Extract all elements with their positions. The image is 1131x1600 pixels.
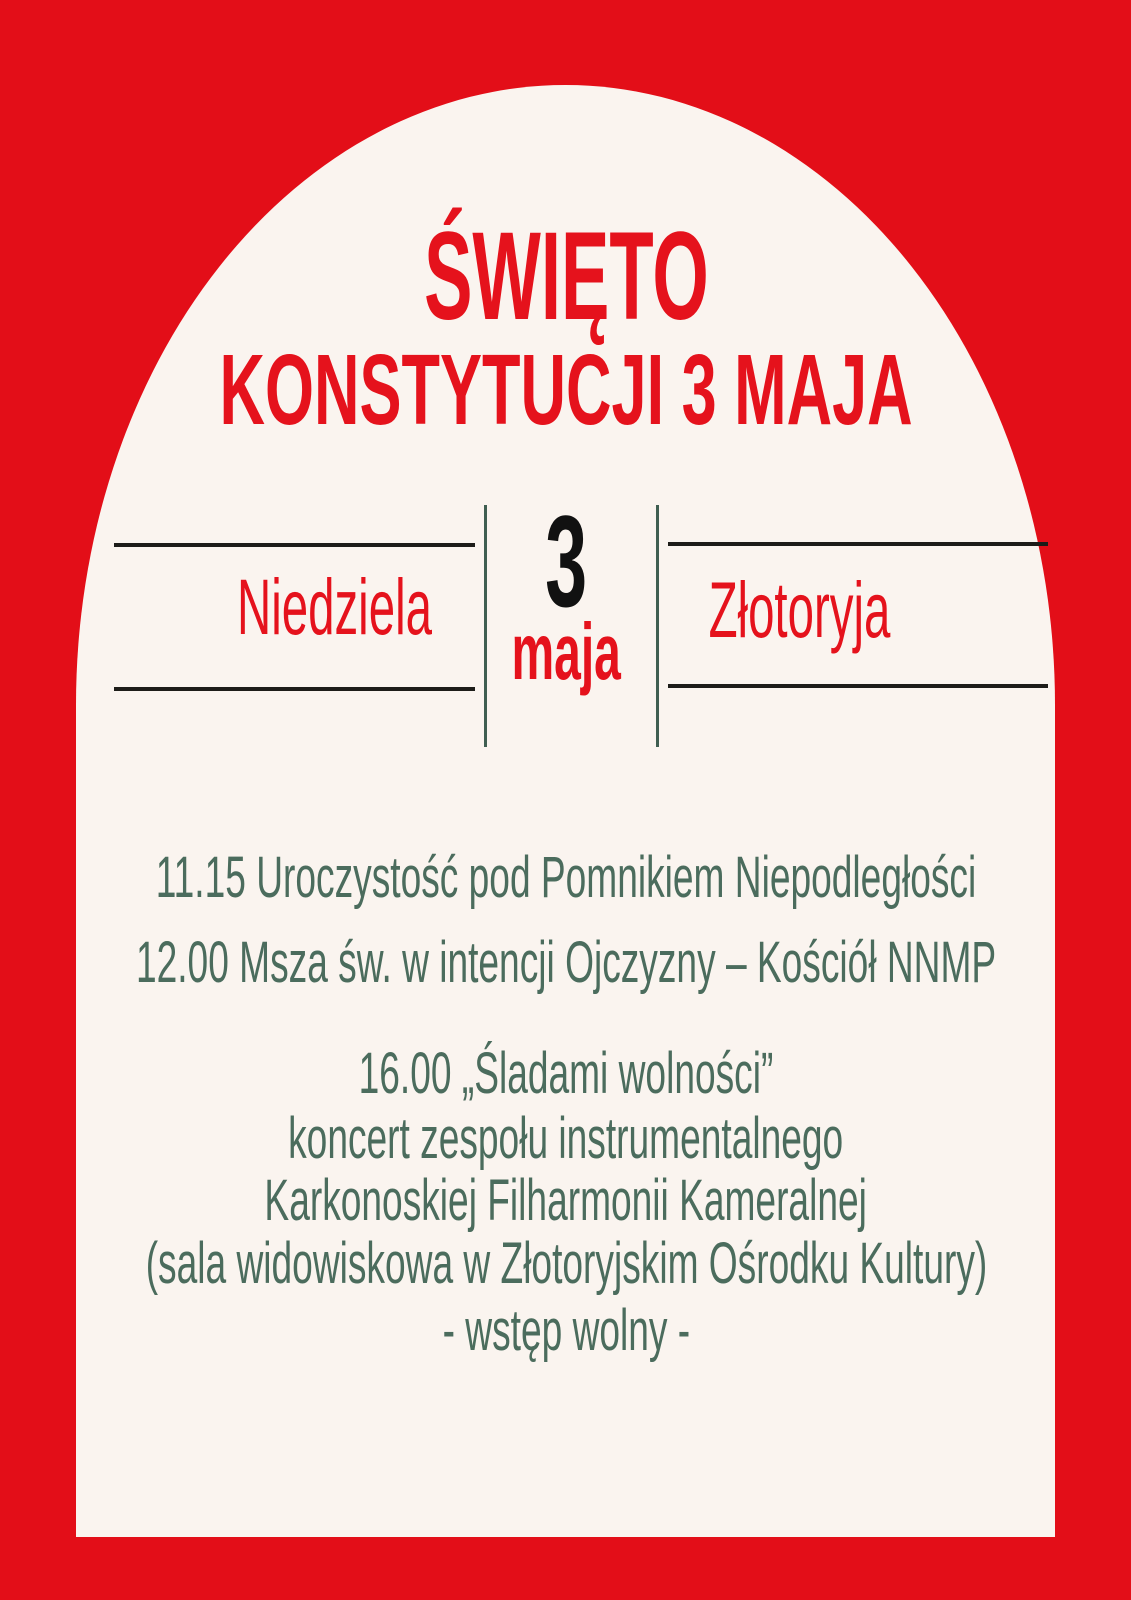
event-line-concert-ensemble-text: koncert zespołu instrumentalnego	[288, 1106, 844, 1171]
event-line-venue-text: (sala widowiskowa w Złotoryjskim Ośrodku Kultury)	[145, 1231, 987, 1296]
event-line-venue	[0, 1231, 1131, 1296]
event-line-concert-title-text: 16.00 „Śladami wolności”	[358, 1041, 774, 1106]
city-text: Złotoryja	[708, 565, 890, 654]
poster-title-line2	[0, 334, 1131, 446]
event-line-ceremony-text: 11.15 Uroczystość pod Pomnikiem Niepodległości	[155, 845, 977, 910]
event-line-concert-ensemble	[0, 1106, 1131, 1171]
weekday-text: Niedziela	[236, 562, 432, 651]
day-number-text: 3	[545, 488, 587, 634]
event-line-concert-title	[0, 1041, 1131, 1106]
event-line-philharmonic	[0, 1168, 1131, 1233]
poster-title-line2-text: KONSTYTUCJI 3 MAJA	[219, 334, 913, 446]
event-line-free-admission	[0, 1298, 1131, 1363]
poster-title-line1	[0, 207, 1131, 346]
event-line-ceremony	[0, 845, 1131, 910]
arch-panel	[76, 85, 1055, 1537]
month-text: maja	[511, 607, 621, 696]
event-line-mass	[0, 930, 1131, 995]
event-line-philharmonic-text: Karkonoskiej Filharmonii Kameralnej	[264, 1168, 868, 1233]
poster-title-line1-text: ŚWIĘTO	[423, 207, 709, 346]
event-line-mass-text: 12.00 Msza św. w intencji Ojczyzny – Kościół NNMP	[135, 930, 997, 995]
event-line-free-admission-text: - wstęp wolny -	[442, 1298, 690, 1363]
